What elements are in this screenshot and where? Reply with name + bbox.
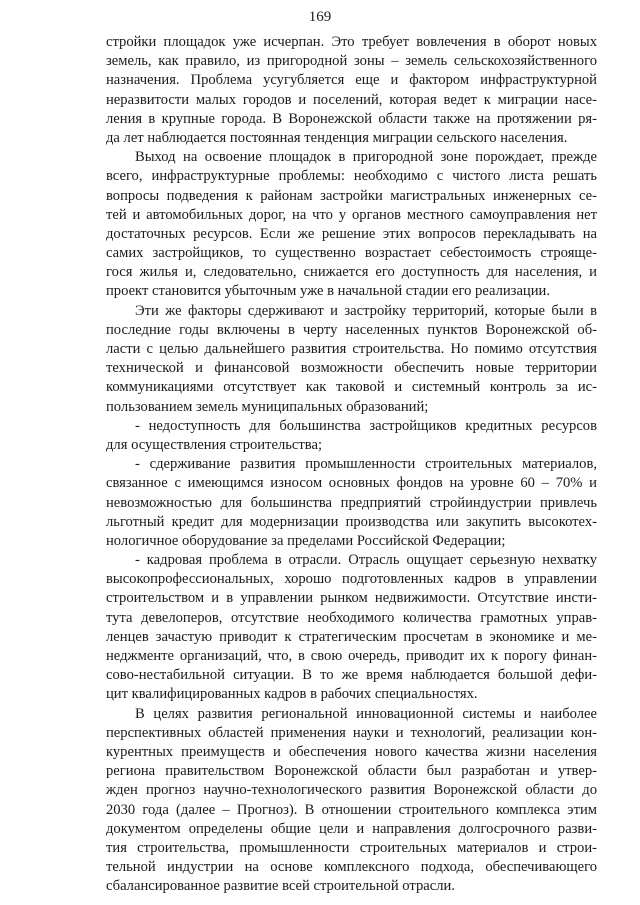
text-line: региона правительством Воронежской области был разработан и утвер- [106,763,597,780]
text-line: последние годы включены в черту населенных пунктов Воронежской об- [106,321,597,338]
text-line: стройки площадок уже исчерпан. Это требует вовлечения в оборот новых [106,34,597,50]
page-number: 169 [308,9,332,25]
paragraph-first-line: Эти же факторы сдерживают и застройку территорий, которые были в [135,302,597,319]
text-line: связанное с имеющимся износом основных фондов на уровне 60 – 70% и [106,475,597,492]
text-line: коммуникациями отсутствует как таковой и системный контроль за ис- [106,379,597,396]
text-line: пользованием земель муниципальных образований; [106,398,429,415]
text-line: льготный кредит для модернизации производства или закупить высокотех- [106,513,597,530]
text-line: самих застройщиков, то существенно возрастает себестоимость строяще- [106,245,597,262]
text-line: тия строительства, промышленности строительных материалов и строи- [106,839,597,856]
text-line: 2030 года (далее – Прогноз). В отношении строительного комплекса этим [106,801,597,818]
text-line: да лет наблюдается постоянная тенденция миграции сельского населения. [106,129,568,146]
text-line: ленцев зачастую приводит к стратегическим просчетам в экономике и ме- [106,628,597,645]
paragraph-first-line: Выход на освоение площадок в пригородной зоне порождает, прежде [135,149,597,166]
document-body [106,33,597,896]
text-line: для осуществления строительства; [106,436,322,453]
text-line: проект становится убыточным уже в начальной стадии его реализации. [106,283,551,300]
text-line: назначения. Проблема усугубляется еще и фактором инфраструктурной [106,72,597,89]
text-line: вопросы подведения к районам застройки магистральных инженерных се- [106,187,597,204]
text-line: земель, как правило, из пригородной зоны – земель сельскохозяйственного [106,53,597,70]
paragraph-first-line: В целях развития региональной инновационной системы и наиболее [135,705,597,722]
text-line: высокопрофессиональных, хорошо подготовленных кадров в управлении [106,571,597,588]
text-line: тей и автомобильных дорог, на что у органов местного самоуправления нет [106,206,597,223]
paragraph-first-line: - сдерживание развития промышленности строительных материалов, [135,456,597,473]
text-line: ления в крупные города. В Воронежской области также на протяжении ря- [106,110,597,127]
text-line: ласти с целью дальнейшего развития строительства. Но помимо отсутствия [106,341,597,357]
text-line: перспективных областей применения науки и технологий, реализации кон- [106,724,597,741]
text-line: невозможностью для большинства предприятий стройиндустрии привлечь [106,494,597,511]
text-line: технической и финансовой возможности обеспечить новые территории [106,360,597,377]
text-line: гося жилья и, следовательно, снижается его доступность для населения, и [106,264,597,281]
text-line: неджменте организаций, что, в свою очередь, приводит их к порогу финан- [106,648,597,664]
text-line: сово-нестабильной ситуации. В то же время наблюдается большой дефи- [106,667,597,684]
text-line: достаточных ресурсов. Если же решение этих вопросов перекладывать на [106,225,597,242]
paragraph-first-line: - недоступность для большинства застройщиков кредитных ресурсов [135,417,597,434]
text-line: нологичное оборудование за пределами Российской Федерации; [106,532,506,549]
text-line: всего, инфраструктурные проблемы: необходимо с чистого листа решать [106,168,597,185]
text-line: сбалансированное развитие всей строительной отрасли. [106,878,455,895]
text-line: жден прогноз научно-технологического развития Воронежской области до [106,782,597,799]
text-line: документом определены общие цели и направления долгосрочного разви- [106,820,597,837]
text-line: тута девелоперов, отсутствие необходимого количества грамотных управ- [106,609,597,626]
paragraph-first-line: - кадровая проблема в отрасли. Отрасль ощущает серьезную нехватку [135,552,597,569]
text-line: тельной индустрии на основе комплексного подхода, обеспечивающего [106,859,597,876]
text-line: цит квалифицированных кадров в рабочих специальностях. [106,686,478,703]
text-line: строительством и в управлении рынком недвижимости. Отсутствие инсти- [106,590,597,607]
text-line: курентных преимуществ и обеспечения нового качества жизни населения [106,743,597,760]
text-line: неразвитости малых городов и поселений, которая ведет к миграции насе- [106,91,597,108]
